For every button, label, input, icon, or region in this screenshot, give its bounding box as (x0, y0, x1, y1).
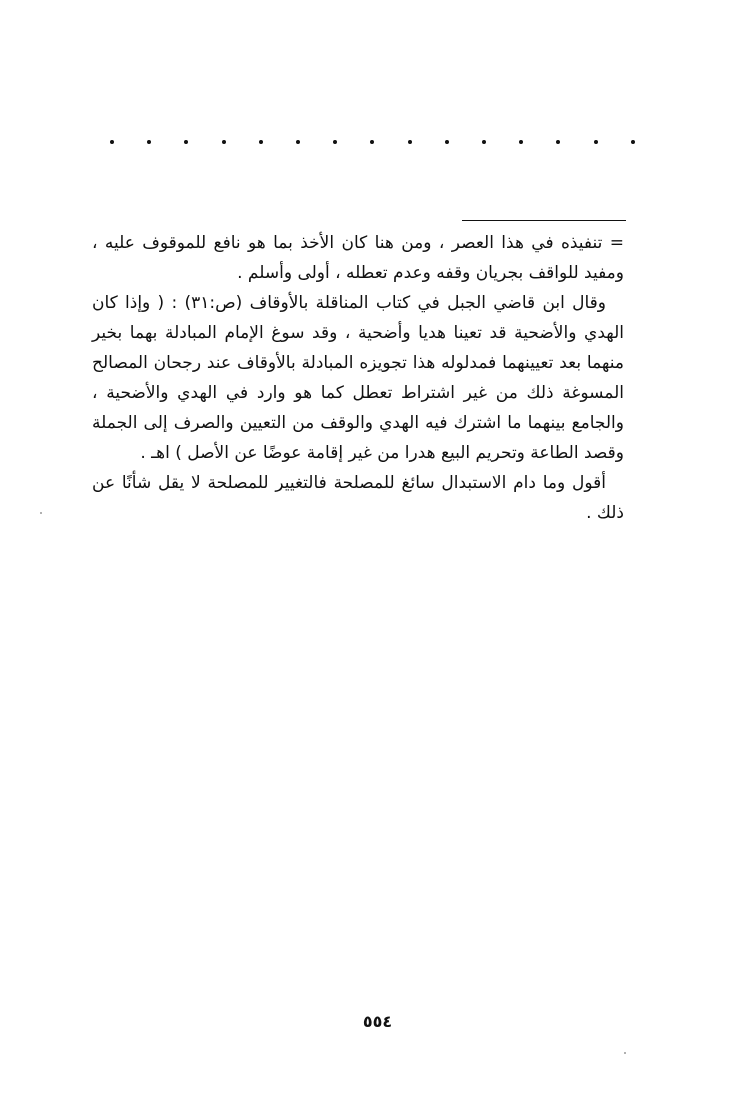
separator-dot (296, 140, 300, 144)
separator-dots (110, 132, 635, 152)
separator-dot (147, 140, 151, 144)
separator-dot (259, 140, 263, 144)
separator-dot (445, 140, 449, 144)
paragraph-quote: وقال ابن قاضي الجبل في كتاب المناقلة بالأوقاف (ص:٣١) : ( وإذا كان الهدي والأضحية قد تعينا هديا وأضحية ، وقد سوغ الإمام المبادلة بهما بخير منهما بعد تعيينهما فمدلوله هذا تجويزه المبادلة بالأوقاف عند رجحان المصالح المسوغة ذلك من غير اشتراط تعطل كما هو وارد في الهدي والأضحية ، والجامع بينهما ما اشترك فيه الهدي والوقف من التعيين والصرف إلى الجملة وقصد الطاعة وتحريم البيع هدرا من غير إقامة عوضًا عن الأصل ) اهـ . (92, 293, 624, 463)
separator-dot (594, 140, 598, 144)
scan-speck (624, 1052, 626, 1054)
separator-dot (556, 140, 560, 144)
separator-dot (519, 140, 523, 144)
separator-dot (222, 140, 226, 144)
separator-dot (370, 140, 374, 144)
separator-dot (184, 140, 188, 144)
footnote-text (92, 228, 624, 528)
footnote-rule (462, 220, 626, 221)
page-number: ٥٥٤ (362, 1012, 393, 1031)
scan-speck (40, 512, 42, 514)
separator-dot (631, 140, 635, 144)
paragraph-continuation: = تنفيذه في هذا العصر ، ومن هنا كان الأخذ بما هو نافع للموقوف عليه ، ومفيد للواقف بجريان وقفه وعدم تعطله ، أولى وأسلم . (92, 233, 624, 283)
separator-dot (110, 140, 114, 144)
paragraph-conclusion: أقول وما دام الاستبدال سائغ للمصلحة فالتغيير للمصلحة لا يقل شأنًا عن ذلك . (92, 473, 624, 523)
separator-dot (333, 140, 337, 144)
separator-dot (482, 140, 486, 144)
separator-dot (408, 140, 412, 144)
